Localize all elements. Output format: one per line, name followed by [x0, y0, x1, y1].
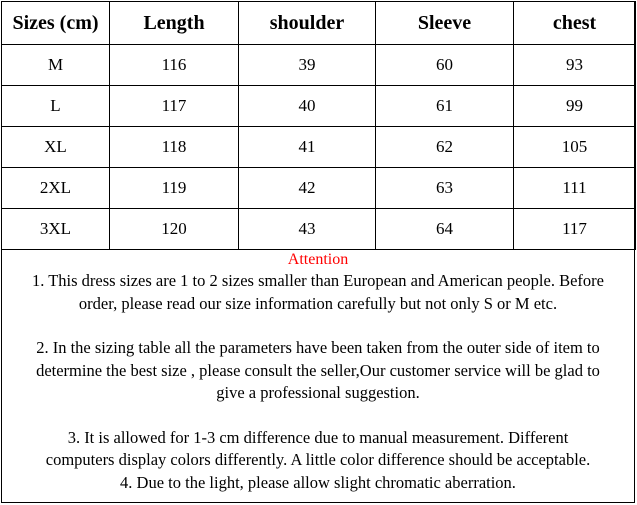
- shoulder-cell: 40: [239, 86, 376, 127]
- size-cell: L: [2, 86, 110, 127]
- chest-cell: 111: [514, 168, 636, 209]
- header-shoulder: shoulder: [239, 2, 376, 45]
- size-cell: XL: [2, 127, 110, 168]
- shoulder-cell: 42: [239, 168, 376, 209]
- note-1-line-1: 1. This dress sizes are 1 to 2 sizes smaller than European and American people. Before: [32, 271, 604, 290]
- note-3-line-2: computers display colors differently. A little color difference should be acceptable.: [45, 450, 591, 469]
- size-cell: 2XL: [2, 168, 110, 209]
- note-1-line-2: order, please read our size information carefully but not only S or M etc.: [78, 293, 558, 313]
- note-2-line-3: give a professional suggestion.: [216, 383, 420, 402]
- length-cell: 120: [110, 209, 239, 250]
- shoulder-cell: 41: [239, 127, 376, 168]
- chest-cell: 99: [514, 86, 636, 127]
- table-row: [2, 209, 636, 250]
- note-3-line-1: 3. It is allowed for 1-3 cm difference due to manual measurement. Different: [67, 427, 569, 447]
- length-cell: 116: [110, 45, 239, 86]
- length-cell: 118: [110, 127, 239, 168]
- spacer: [2, 405, 634, 427]
- size-cell: M: [2, 45, 110, 86]
- header-chest: chest: [514, 2, 636, 45]
- chest-cell: 105: [514, 127, 636, 168]
- sleeve-cell: 61: [376, 86, 514, 127]
- size-table: [1, 1, 636, 250]
- sleeve-cell: 62: [376, 127, 514, 168]
- shoulder-cell: 43: [239, 209, 376, 250]
- notes-section: [2, 250, 634, 494]
- size-cell: 3XL: [2, 209, 110, 250]
- sleeve-cell: 64: [376, 209, 514, 250]
- size-chart: [1, 1, 635, 503]
- shoulder-cell: 39: [239, 45, 376, 86]
- header-length: Length: [110, 2, 239, 45]
- note-2-line-1: 2. In the sizing table all the parameters have been taken from the outer side of item to: [36, 338, 600, 357]
- note-2-line-2: determine the best size , please consult the seller,Our customer service will be glad to: [36, 360, 600, 380]
- chest-cell: 93: [514, 45, 636, 86]
- attention-heading: Attention: [287, 251, 349, 268]
- table-header-row: [2, 2, 636, 45]
- spacer: [2, 315, 634, 337]
- table-row: [2, 45, 636, 86]
- header-sleeve: Sleeve: [376, 2, 514, 45]
- table-row: [2, 127, 636, 168]
- note-4: 4. Due to the light, please allow slight chromatic aberration.: [120, 472, 516, 492]
- sleeve-cell: 60: [376, 45, 514, 86]
- header-sizes: Sizes (cm): [2, 2, 110, 45]
- chest-cell: 117: [514, 209, 636, 250]
- length-cell: 117: [110, 86, 239, 127]
- length-cell: 119: [110, 168, 239, 209]
- sleeve-cell: 63: [376, 168, 514, 209]
- table-row: [2, 168, 636, 209]
- table-row: [2, 86, 636, 127]
